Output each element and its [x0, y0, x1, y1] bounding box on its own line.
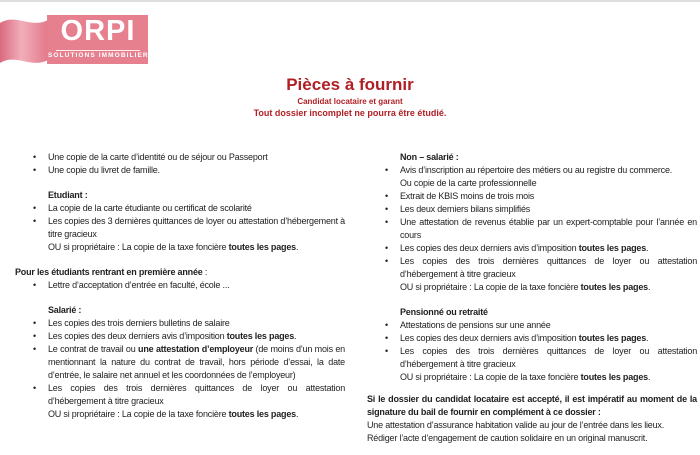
list-item: [15, 382, 345, 421]
page-subtitle: Candidat locataire et garant: [297, 97, 403, 106]
bullet-list: [367, 319, 697, 384]
left-column: [15, 151, 345, 445]
list-item-text: Extrait de KBIS moins de trois mois: [400, 191, 535, 201]
section-heading: Etudiant :: [48, 190, 88, 200]
list-item-text: Les copies des trois dernières quittances de loyer ou attestation d’hébergement à titre gracieux OU si propriétaire : La copie de la taxe foncière toutes les pages.: [48, 383, 345, 419]
list-item: [367, 255, 697, 294]
closing-note: Si le dossier du candidat locataire est accepté, il est impératif au moment de la signature du bail de fournir en complément à ce dossier : Une attestation d’assurance habitation valide au jour de l’entrée dans les lieux. Rédiger l’acte d’engagement de caution solidaire en un original manuscrit.: [367, 394, 697, 443]
list-item: [367, 319, 697, 332]
list-item-text: Une copie du livret de famille.: [48, 165, 160, 175]
list-item-text: Les copies des deux derniers avis d’imposition toutes les pages.: [400, 333, 649, 343]
bullet-icon: •: [33, 344, 36, 354]
bullet-icon: •: [385, 204, 388, 214]
list-item-text: Les copies des deux derniers avis d’imposition toutes les pages.: [400, 243, 649, 253]
list-item: [367, 345, 697, 384]
orpi-logo: [0, 7, 160, 69]
bullet-icon: •: [385, 320, 388, 330]
bullet-icon: •: [33, 331, 36, 341]
list-item: [367, 242, 697, 255]
list-item: [367, 190, 697, 203]
list-item-text: Les copies des trois derniers bulletins de salaire: [48, 318, 230, 328]
bullet-icon: •: [385, 217, 388, 227]
bullet-icon: •: [33, 165, 36, 175]
section-heading: Pensionné ou retraité: [400, 307, 488, 317]
bullet-icon: •: [385, 333, 388, 343]
section-heading: Pour les étudiants rentrant en première année :: [15, 267, 208, 277]
bullet-icon: •: [33, 203, 36, 213]
incomplete-warning: Tout dossier incomplet ne pourra être étudié.: [253, 108, 447, 118]
list-item: [15, 343, 345, 382]
list-item-text: Les deux derniers bilans simplifiés: [400, 204, 531, 214]
list-item-text: Les copies des 3 dernières quittances de loyer ou attestation d’hébergement à titre gracieux OU si propriétaire : La copie de la taxe foncière toutes les pages.: [48, 216, 345, 252]
bullet-list: [367, 164, 697, 294]
list-item-text: Lettre d’acceptation d’entrée en faculté, école ...: [48, 280, 230, 290]
bullet-icon: •: [385, 243, 388, 253]
bullet-icon: •: [33, 216, 36, 226]
list-item-text: Les copies des trois dernières quittances de loyer ou attestation d’hébergement à titre gracieux OU si propriétaire : La copie de la taxe foncière toutes les pages.: [400, 346, 697, 382]
bullet-icon: •: [385, 346, 388, 356]
section-heading: Salarié :: [48, 305, 82, 315]
logo-divider-line: [56, 50, 140, 51]
content-columns: [0, 151, 700, 445]
bullet-icon: •: [33, 280, 36, 290]
bullet-icon: •: [385, 256, 388, 266]
bullet-list: [15, 151, 345, 177]
list-item: [15, 330, 345, 343]
right-column: [367, 151, 697, 445]
bullet-list: [15, 202, 345, 254]
list-item-text: Le contrat de travail ou une attestation d’employeur (de moins d’un mois en mentionnant la nature du contrat de travail, hors période d’essai, la date d’entrée, le salaire net annuel et les coordonnées de l’employeur): [48, 344, 345, 380]
list-item: [367, 164, 697, 190]
list-item-text: Une copie de la carte d’identité ou de séjour ou Passeport: [48, 152, 268, 162]
list-item: [15, 202, 345, 215]
section-heading: Non – salarié :: [400, 152, 459, 162]
list-item: [367, 203, 697, 216]
list-item: [367, 216, 697, 242]
list-item: [15, 151, 345, 164]
list-item: [367, 332, 697, 345]
bullet-list: [15, 317, 345, 421]
list-item-text: Les copies des deux derniers avis d’imposition toutes les pages.: [48, 331, 297, 341]
list-item-text: Attestations de pensions sur une année: [400, 320, 551, 330]
bullet-icon: •: [385, 191, 388, 201]
list-item-text: La copie de la carte étudiante ou certificat de scolarité: [48, 203, 252, 213]
bullet-list: [15, 279, 345, 292]
bullet-icon: •: [33, 152, 36, 162]
list-item: [15, 279, 345, 292]
bullet-icon: •: [33, 318, 36, 328]
list-item-text: Les copies des trois dernières quittances de loyer ou attestation d’hébergement à titre gracieux OU si propriétaire : La copie de la taxe foncière toutes les pages.: [400, 256, 697, 292]
logo-brand-text: ORPI: [60, 15, 136, 47]
bullet-icon: •: [33, 383, 36, 393]
list-item: [15, 215, 345, 254]
bullet-icon: •: [385, 165, 388, 175]
list-item-text: Une attestation de revenus établie par un expert-comptable pour l’année en cours: [400, 217, 697, 240]
list-item-text: Avis d’inscription au répertoire des métiers ou au registre du commerce. Ou copie de la carte professionnelle: [400, 165, 673, 188]
logo-tagline-text: SOLUTIONS IMMOBILIERES: [48, 52, 160, 59]
list-item: [15, 317, 345, 330]
list-item: [15, 164, 345, 177]
page-title: Pièces à fournir: [286, 75, 414, 94]
